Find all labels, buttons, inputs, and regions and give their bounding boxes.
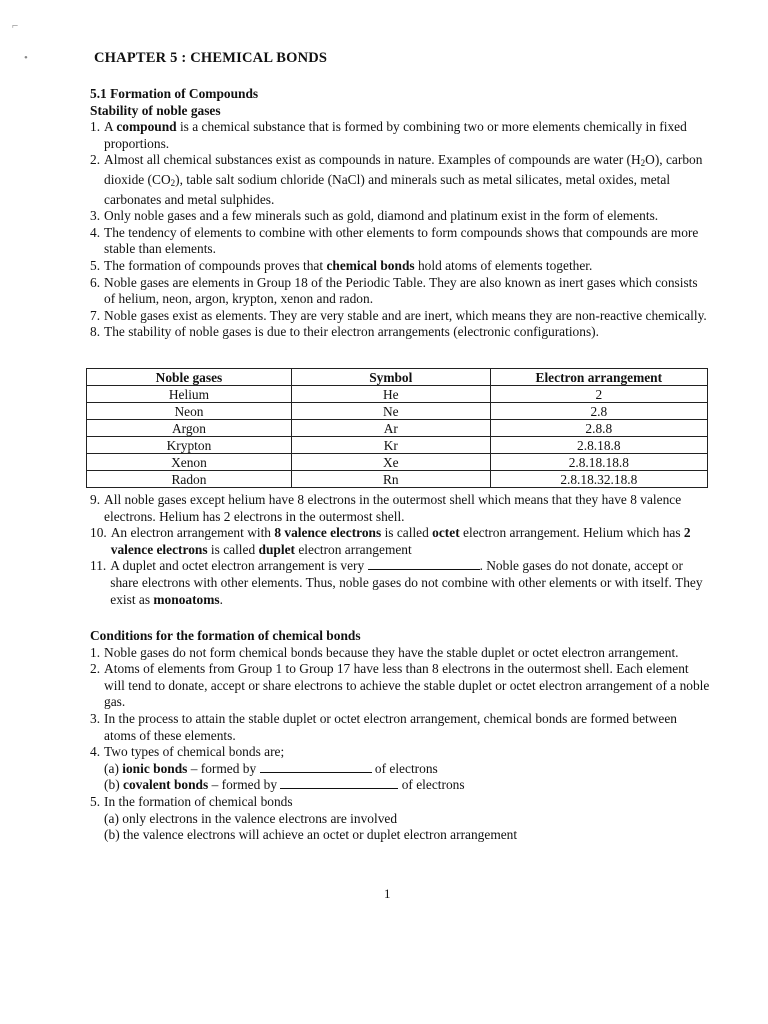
section-title: 5.1 Formation of Compounds	[90, 86, 259, 101]
term-chemical-bonds: chemical bonds	[326, 257, 415, 273]
fill-in-blank[interactable]	[280, 777, 398, 789]
list-item: 6. Noble gases are elements in Group 18 of the Periodic Table. They are also known as inert gases which consists of helium, neon, argon, krypton, xenon and radon.	[90, 274, 698, 307]
list-item: 2. Almost all chemical substances exist as compounds in nature. Examples of compounds are water $(H_2O)$, carbon dioxide $(CO_2)$, table salt sodium chloride (NaCl) and minerals such as metal silicates, metal oxides, metal carbonates and metal sulphides.	[90, 152, 703, 207]
term-compound: compound	[116, 119, 177, 135]
list-item: 4. Two types of chemical bonds are; (a) ionic bonds – formed by of electrons (b) covalent bonds – formed by of electrons	[90, 744, 710, 794]
section-subtitle: Stability of noble gases	[90, 102, 221, 118]
list-item: 3. In the process to attain the stable duplet or octet electron arrangement, chemical bonds are formed between atoms of these elements.	[90, 710, 678, 743]
table-row: Krypton Kr 2.8.18.8	[87, 437, 708, 454]
column-header: Symbol	[291, 369, 490, 386]
list-item: 8. The stability of noble gases is due to their electron arrangements (electronic configurations).	[90, 324, 599, 340]
list-item: 3. Only noble gases and a few minerals such as gold, diamond and platinum exist in the form of elements.	[90, 208, 659, 224]
column-header: Electron arrangement	[490, 369, 707, 386]
list-item: 5. The formation of compounds proves that chemical bonds hold atoms of elements together.	[90, 257, 593, 273]
list-item: 5. In the formation of chemical bonds (a) only electrons in the valence electrons are involved (b) the valence electrons will achieve an octet or duplet electron arrangement	[90, 794, 710, 844]
page-number: 1	[384, 886, 391, 901]
fill-in-blank[interactable]	[260, 761, 372, 773]
conditions-block	[90, 628, 710, 844]
bullet-mark-icon: •	[24, 52, 28, 64]
list-item: 1. A compound is a chemical substance that is formed by combining two or more elements chemically in fixed proportions.	[90, 119, 687, 151]
fill-in-blank[interactable]	[368, 558, 480, 570]
list-item: 1. Noble gases do not form chemical bonds because they have the stable duplet or octet electron arrangement.	[90, 644, 679, 660]
table-row: Neon Ne 2.8	[87, 403, 708, 420]
list-item: 4. The tendency of elements to combine with other elements to form compounds shows that compounds are more stable than elements.	[90, 224, 699, 257]
noble-gases-table	[86, 368, 708, 488]
items-block-2	[90, 492, 710, 608]
formation-point: (b) the valence electrons will achieve an octet or duplet electron arrangement	[104, 827, 518, 843]
table-row: Helium He 2	[87, 386, 708, 403]
section-block	[90, 86, 710, 341]
scan-mark-icon: ⌐	[12, 20, 19, 32]
list-item: 10. An electron arrangement with 8 valence electrons is called octet electron arrangement. Helium which has 2 valence electrons is called duplet electron arrangement	[90, 525, 691, 557]
list-item: 11. A duplet and octet electron arrangement is very . Noble gases do not donate, accept or share electrons with other elements. Thus, noble gases do not combine with other elements or with itself. They exist as monoatoms.	[90, 558, 703, 607]
list-item: 2. Atoms of elements from Group 1 to Group 17 have less than 8 electrons in the outermost shell. Each element will tend to donate, accept or share electrons to achieve the stable duplet or octet electron arrangement of a noble gas.	[90, 661, 710, 710]
table-row: Xenon Xe 2.8.18.18.8	[87, 454, 708, 471]
conditions-title: Conditions for the formation of chemical bonds	[90, 628, 361, 643]
bond-type-ionic: (a) ionic bonds – formed by of electrons	[104, 760, 438, 776]
list-item: 9. All noble gases except helium have 8 electrons in the outermost shell which means that they have 8 valence electrons. Helium has 2 electrons in the outermost shell.	[90, 492, 682, 524]
column-header: Noble gases	[87, 369, 292, 386]
table-row: Argon Ar 2.8.8	[87, 420, 708, 437]
bond-type-covalent: (b) covalent bonds – formed by of electrons	[104, 777, 465, 793]
list-item: 7. Noble gases exist as elements. They are very stable and are inert, which means they are non-reactive chemically.	[90, 307, 707, 323]
chapter-title: CHAPTER 5 : CHEMICAL BONDS	[94, 50, 328, 66]
table-header-row	[87, 369, 708, 386]
table-row: Radon Rn 2.8.18.32.18.8	[87, 471, 708, 488]
formation-point: (a) only electrons in the valence electrons are involved	[104, 810, 398, 826]
